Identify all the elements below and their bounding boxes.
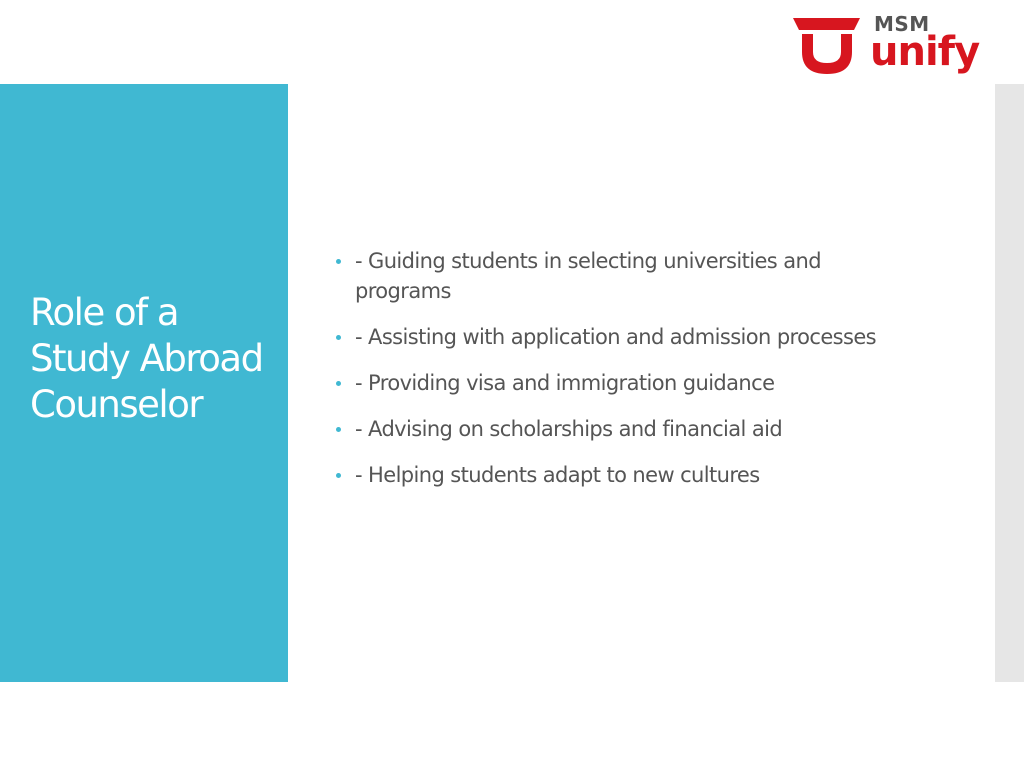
slide-title: Role of a Study Abroad Counselor — [30, 291, 263, 426]
list-item — [336, 246, 896, 306]
logo-text-msm: MSM — [874, 12, 930, 36]
bullet-icon — [336, 381, 341, 386]
brand-logo — [790, 12, 985, 78]
slide — [0, 84, 995, 682]
list-item-text: - Assisting with application and admission processes — [355, 325, 876, 349]
list-item — [336, 414, 896, 444]
bullet-icon — [336, 335, 341, 340]
bullet-list — [336, 246, 896, 506]
list-item-text: - Providing visa and immigration guidance — [355, 371, 775, 395]
logo-text-unify: unify — [870, 29, 980, 75]
list-item — [336, 368, 896, 398]
list-item-text: - Helping students adapt to new cultures — [355, 463, 760, 487]
list-item — [336, 460, 896, 490]
list-item — [336, 322, 896, 352]
bullet-icon — [336, 259, 341, 264]
list-item-text: - Guiding students in selecting universities and programs — [355, 249, 821, 303]
title-panel — [0, 84, 288, 682]
list-item-text: - Advising on scholarships and financial aid — [355, 417, 783, 441]
scrollbar-track — [995, 84, 1024, 682]
bullet-icon — [336, 427, 341, 432]
bullet-icon — [336, 473, 341, 478]
brand-mark-icon — [790, 12, 870, 78]
